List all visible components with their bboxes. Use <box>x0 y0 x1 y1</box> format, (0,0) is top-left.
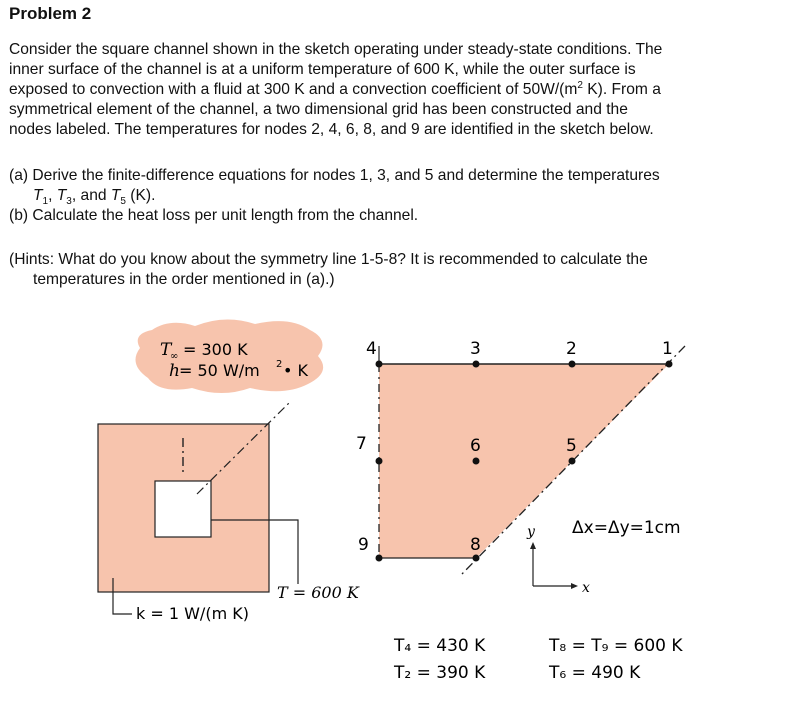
given-t8-t9: T₈ = T₉ = 600 K <box>549 636 683 656</box>
question-a-line: (a) Derive the finite-difference equations for nodes 1, 3, and 5 and determine the temperatures <box>9 167 660 184</box>
node-7-label: 7 <box>356 434 367 454</box>
tinf-value: = 300 K <box>183 340 248 359</box>
tinf-symbol: T <box>160 340 172 360</box>
node-1-marker <box>666 361 673 368</box>
node-2-marker <box>569 361 576 368</box>
node-5-marker <box>569 458 576 465</box>
x-axis-label: x <box>582 580 590 596</box>
h-unit: • K <box>283 361 309 380</box>
statement-line: exposed to convection with a fluid at 300 K and a convection coefficient of $50W/(m^2$ K). From a <box>9 79 661 98</box>
node-9-label: 9 <box>358 535 369 555</box>
node-1-label: 1 <box>662 339 673 359</box>
h-value: = 50 W/m <box>179 361 260 380</box>
node-8-marker <box>473 555 480 562</box>
node-3-marker <box>473 361 480 368</box>
hint-line: temperatures in the order mentioned in (a).) <box>33 271 335 288</box>
node-4-marker <box>376 361 383 368</box>
tinf-subscript: ∞ <box>170 351 179 362</box>
h-symbol: h <box>169 361 180 381</box>
grid-spacing-label: Δx=Δy=1cm <box>572 518 681 538</box>
statement-line: Consider the square channel shown in the sketch operating under steady-state conditions. The <box>9 41 663 58</box>
statement-line: nodes labeled. The temperatures for nodes 2, 4, 6, 8, and 9 are identified in the sketch below. <box>9 121 654 138</box>
hint-line: (Hints: What do you know about the symmetry line 1-5-8? It is recommended to calculate the <box>9 251 648 268</box>
node-5-label: 5 <box>566 436 577 456</box>
node-8-label: 8 <box>470 535 481 555</box>
given-t4: T₄ = 430 K <box>394 636 486 656</box>
node-4-label: 4 <box>366 339 377 359</box>
y-axis-label: y <box>527 524 535 540</box>
node-6-marker <box>473 458 480 465</box>
question-b-line: (b) Calculate the heat loss per unit length from the channel. <box>9 207 419 224</box>
node-7-marker <box>376 458 383 465</box>
inner-temp-label: T = 600 K <box>277 583 359 602</box>
conductivity-label: k = 1 W/(m K) <box>136 604 249 623</box>
channel-inner <box>155 481 211 537</box>
node-9-marker <box>376 555 383 562</box>
y-axis-arrow <box>530 542 536 549</box>
x-axis-arrow <box>571 583 578 589</box>
given-t6: T₆ = 490 K <box>549 663 641 683</box>
node-3-label: 3 <box>470 339 481 359</box>
h-superscript: 2 <box>276 359 283 370</box>
given-t2: T₂ = 390 K <box>394 663 486 683</box>
node-2-label: 2 <box>566 339 577 359</box>
problem-title: Problem 2 <box>9 4 92 23</box>
question-a-line: $T_1$, $T_3$, and $T_5$ (K). <box>33 187 156 208</box>
statement-line: symmetrical element of the channel, a two dimensional grid has been constructed and the <box>9 101 628 118</box>
node-6-label: 6 <box>470 436 481 456</box>
statement-line: inner surface of the channel is at a uniform temperature of 600 K, while the outer surface is <box>9 61 636 78</box>
